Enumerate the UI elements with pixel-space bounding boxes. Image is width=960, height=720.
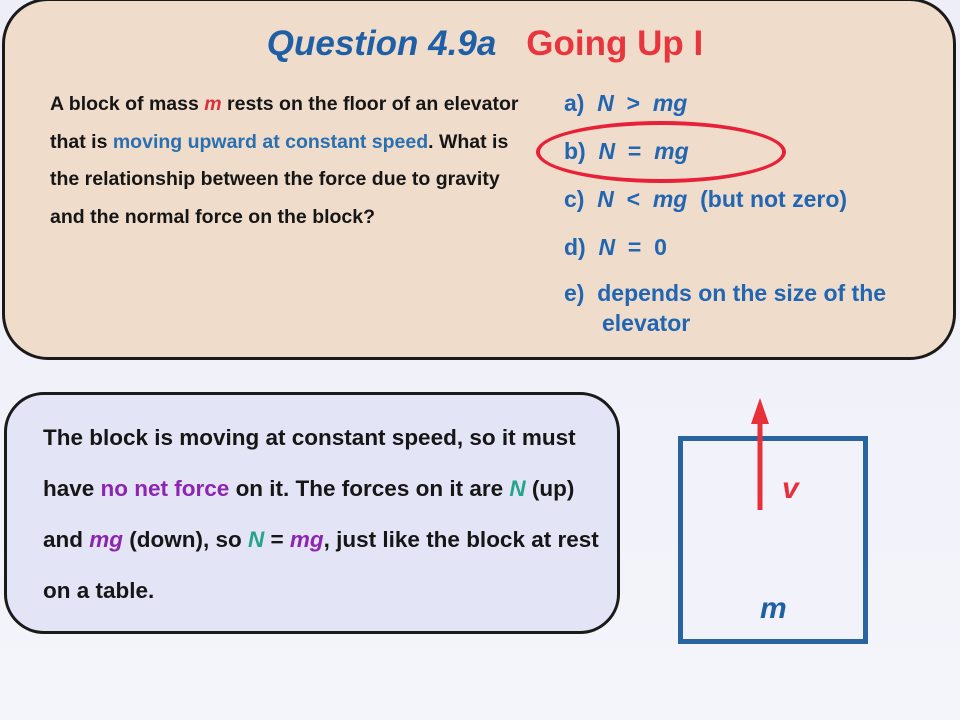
mass-variable: m xyxy=(204,93,222,115)
weight-variable: mg xyxy=(289,527,324,552)
option-e[interactable] xyxy=(564,278,954,336)
option-text: depends on the size of the xyxy=(597,280,887,306)
option-rhs: mg xyxy=(652,186,688,212)
option-operator: = xyxy=(627,234,642,260)
explanation-part: The block is moving at constant speed, so it must have xyxy=(43,425,576,501)
slide-title xyxy=(0,24,960,64)
option-lhs: N xyxy=(598,138,616,164)
option-d[interactable] xyxy=(564,230,954,278)
option-letter: a) xyxy=(564,90,585,116)
question-text-part: . What is the relationship between the force due to gravity and the normal force on the block? xyxy=(50,130,509,228)
question-text-part: A block of mass xyxy=(50,93,205,115)
option-text: elevator xyxy=(602,310,691,336)
option-operator: > xyxy=(626,90,641,116)
option-rhs: mg xyxy=(654,138,689,164)
option-lhs: N xyxy=(597,186,614,212)
explanation-text xyxy=(43,412,603,616)
explanation-panel xyxy=(4,392,620,634)
explanation-highlight: no net force xyxy=(100,476,230,501)
option-rhs: mg xyxy=(652,90,688,116)
normal-force-variable: N xyxy=(248,527,265,552)
option-lhs: N xyxy=(597,90,614,116)
option-letter: b) xyxy=(564,138,586,164)
option-lhs: N xyxy=(598,234,616,260)
question-highlight: moving upward at constant speed xyxy=(112,130,429,153)
selected-answer-ring xyxy=(536,121,786,183)
option-operator: < xyxy=(626,186,641,212)
mass-label: m xyxy=(760,592,787,625)
option-letter: c) xyxy=(564,186,585,212)
velocity-arrow-icon xyxy=(748,398,772,510)
question-text-part: rests on the floor of an elevator that is xyxy=(50,93,519,153)
option-rhs: 0 xyxy=(654,234,667,260)
option-letter: e) xyxy=(564,280,585,306)
question-number: Question 4.9a xyxy=(266,24,497,63)
option-letter: d) xyxy=(564,234,586,260)
explanation-part: (down), so xyxy=(123,527,248,552)
velocity-label: v xyxy=(782,472,799,505)
option-note: (but not zero) xyxy=(700,186,848,212)
explanation-part: (up) and xyxy=(43,476,575,552)
normal-force-variable: N xyxy=(509,476,526,501)
explanation-part: , just like the block at rest on a table. xyxy=(43,527,599,603)
option-operator: = xyxy=(627,138,642,164)
question-name: Going Up I xyxy=(526,24,704,63)
option-c[interactable] xyxy=(564,182,954,230)
explanation-part: = xyxy=(264,527,290,552)
weight-variable: mg xyxy=(89,527,124,552)
explanation-part: on it. The forces on it are xyxy=(229,476,510,501)
question-text xyxy=(50,86,520,236)
